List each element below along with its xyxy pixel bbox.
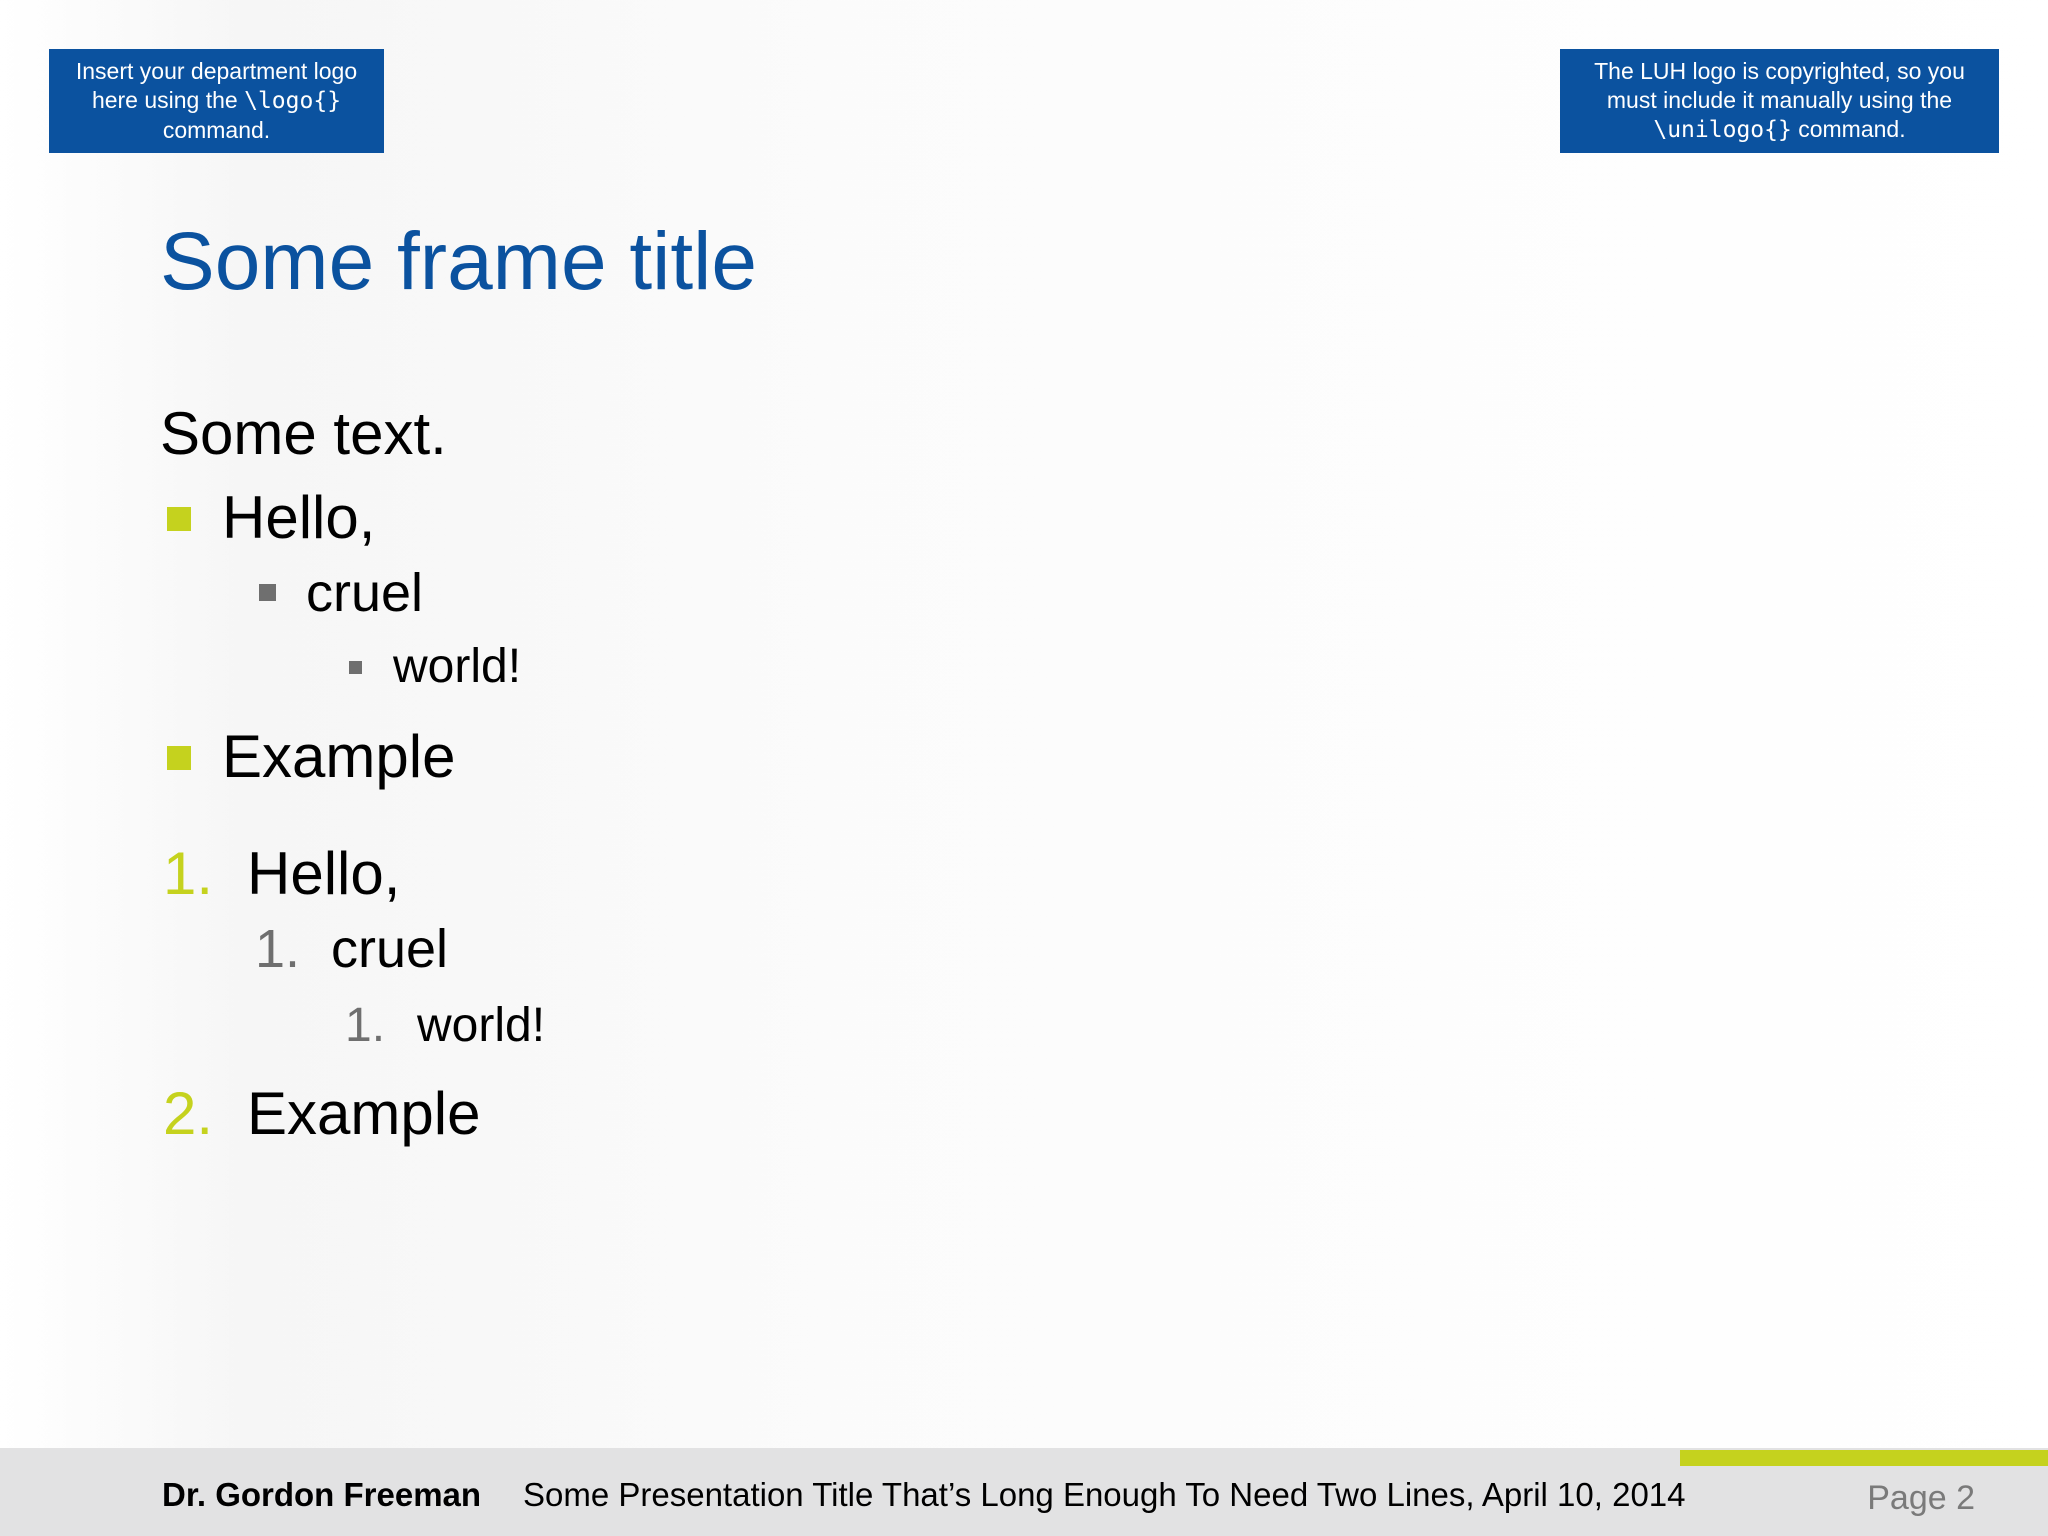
enum-item-level1: Example [247,1080,481,1147]
logo-left-line1: Insert your department logo [75,58,358,84]
itemize-item-level2: cruel [306,563,424,623]
bullet-level1-icon [167,746,191,770]
enum-item-level2: cruel [331,919,449,979]
logo-right-line3-code: \unilogo{} [1653,117,1792,143]
logo-right-line3-suffix: command. [1791,116,1906,142]
enum-number-level2: 1. [255,919,301,979]
logo-left-line2-prefix: here using the [91,87,245,113]
university-logo-placeholder [1560,49,1999,153]
footer-presentation-title: Some Presentation Title That’s Long Enough To Need Two Lines, April 10, 2014 [523,1476,1686,1513]
logo-left-line3: command. [162,117,271,143]
intro-text: Some text. [160,400,447,467]
page-number: Page 2 [1867,1479,1975,1517]
footer-author: Dr. Gordon Freeman [162,1476,482,1513]
university-logo-text [1594,57,1965,145]
logo-left-line2-code: \logo{} [244,88,342,114]
bullet-level1-icon [167,507,191,531]
bullet-level2-icon [259,584,276,601]
footer-accent-bar [1680,1450,2048,1466]
logo-right-line2: must include it manually using the [1606,87,1953,113]
itemize-item-level3: world! [393,640,522,693]
enum-number-level1: 1. [163,840,214,907]
logo-right-line1: The LUH logo is copyrighted, so you [1594,58,1965,84]
department-logo-placeholder [49,49,384,153]
enum-number-level3: 1. [345,999,386,1052]
frame-title: Some frame title [160,216,757,307]
department-logo-text [76,57,357,145]
bullet-level3-icon [349,661,362,674]
itemize-item-level1: Hello, [222,484,376,551]
enum-item-level3: world! [417,999,546,1052]
enum-item-level1: Hello, [247,840,401,907]
enum-number-level1: 2. [163,1080,214,1147]
itemize-item-level1: Example [222,723,456,790]
